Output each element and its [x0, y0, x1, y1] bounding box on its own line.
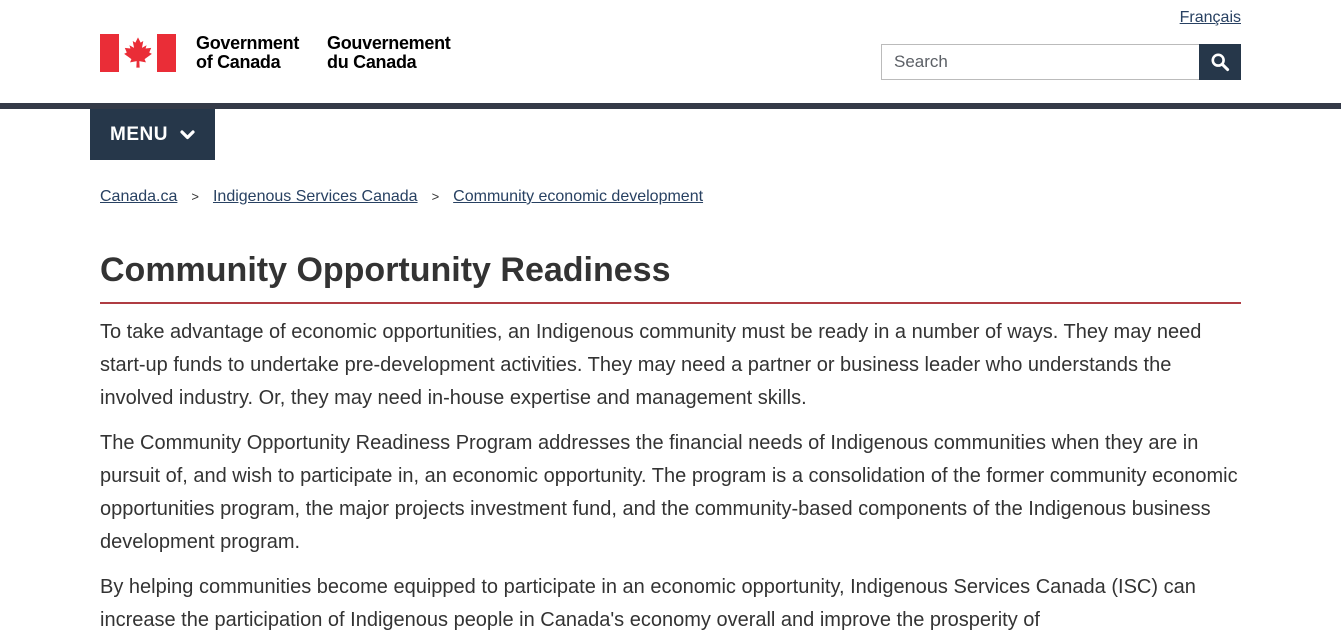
breadcrumb-link-canada-ca[interactable]: Canada.ca: [100, 188, 178, 205]
wordmark-french: [327, 34, 450, 72]
breadcrumb-link-indigenous-services[interactable]: Indigenous Services Canada: [212, 188, 418, 205]
breadcrumb-separator: >: [191, 189, 199, 204]
wordmark-fr-line2: du Canada: [327, 52, 417, 72]
wordmark-en-line2: of Canada: [196, 52, 281, 72]
breadcrumb: [100, 187, 1241, 206]
chevron-down-icon: [180, 130, 195, 140]
intro-paragraph-1: To take advantage of economic opportunities, an Indigenous community must be ready in a number of ways. They may need start-up funds to undertake pre-development activities. They may need a partner or business leader who understands the involved industry. Or, they may need in-house expertise and management skills.: [100, 321, 1202, 409]
government-of-canada-logo[interactable]: [100, 34, 450, 72]
menu-button[interactable]: [90, 109, 215, 160]
breadcrumb-separator: >: [431, 189, 440, 204]
intro-paragraph-3: By helping communities become equipped to participate in an economic opportunity, Indigenous Services Canada (ISC) can increase the participation of Indigenous people in Canada's economy overall and improve the prosperity of: [100, 576, 1196, 631]
site-header: [0, 0, 1341, 103]
breadcrumb-item-community-economic-development: [453, 187, 703, 206]
wordmark-english: [196, 34, 299, 72]
breadcrumb-link-community-economic-development[interactable]: Community economic development: [453, 188, 704, 205]
main-menu-band: [0, 109, 1341, 160]
wordmark-fr-line1: Gouvernement: [327, 33, 451, 53]
main-content: [100, 250, 1241, 632]
search-input[interactable]: [881, 44, 1199, 80]
page-title: Community Opportunity Readiness: [100, 250, 1241, 304]
language-row: [100, 0, 1241, 27]
intro-paragraph-2: The Community Opportunity Readiness Program addresses the financial needs of Indigenous communities when they are in pursuit of, and wish to participate in, an economic opportunity. The program is a consolidation of the former community economic opportunities program, the major projects investment fund, and the community-based components of the Indigenous business development program.: [100, 432, 1238, 553]
breadcrumb-item-indigenous-services: [213, 187, 418, 206]
search-icon: [1210, 52, 1230, 72]
search-button[interactable]: [1199, 44, 1241, 80]
language-toggle-link[interactable]: Français: [1179, 9, 1241, 26]
canada-flag-icon: [100, 34, 176, 72]
search-form: [881, 44, 1241, 80]
breadcrumb-item-canada-ca: [100, 187, 177, 206]
menu-button-label: MENU: [110, 123, 168, 145]
wordmark-en-line1: Government: [196, 33, 300, 53]
fip-row: [100, 34, 1241, 103]
